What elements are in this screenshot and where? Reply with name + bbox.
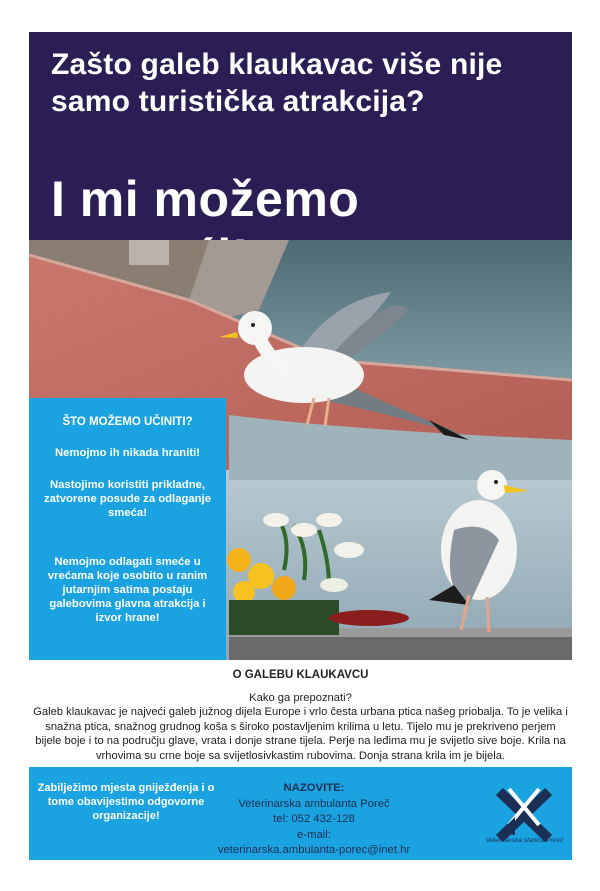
panel-item: Nastojimo koristiti prikladne, zatvorene posude za odlaganje smeća! [44, 479, 211, 519]
footer-call-to-action: Zabilježimo mjesta gniježđenja i o tome obavijestimo odgovorne organizacije! [37, 782, 215, 822]
email-address: veterinarska.ambulanta-porec@inet.hr [217, 844, 411, 856]
about-body: Galeb klaukavac je najveći galeb južnog dijela Europe i vrlo česta urbana ptica našeg priobalja. To je velika i snažna ptica, snažnog grudnog koša s široko postavljenim krilima u letu. Tijelo mu je prekriveno perjem bijele boje i to na području glave, vrata i donje strane tijela. Perje na leđima mu je svijetlo sive boje. Krila na vrhovima su crne boje sa svijetlosivkastim rubovima. Donja strana krila im je bijela. [33, 706, 568, 762]
about-subtitle: Kako ga prepoznati? [249, 691, 352, 704]
organization-name: Veterinarska ambulanta Poreč [238, 797, 390, 810]
logo-text: Veterinarska stanica Poreč [485, 837, 564, 844]
footer-contact [199, 781, 429, 859]
slogan: I mi možemo [51, 171, 360, 227]
veterinary-cross-logo-icon [489, 783, 559, 855]
call-title: NAZOVITE: [283, 782, 345, 794]
footer-banner [29, 767, 572, 860]
header-banner [29, 32, 572, 240]
about-section [29, 660, 572, 764]
panel-title: ŠTO MOŽEMO UČINITI? [62, 416, 193, 428]
headline: Zašto galeb klaukavac više nije samo turistička atrakcija? [51, 48, 503, 118]
about-title: O GALEBU KLAUKAVCU [232, 669, 369, 681]
what-can-we-do-panel [29, 398, 226, 660]
panel-item: Nemojmo ih nikada hraniti! [55, 447, 200, 459]
email-label: e-mail: [297, 828, 331, 841]
telephone: tel: 052 432-128 [273, 813, 355, 825]
panel-item: Nemojmo odlagati smeće u vrećama koje osobito u ranim jutarnjim satima postaju galebovima glavna atrakcija i izvor hrane! [47, 556, 208, 624]
